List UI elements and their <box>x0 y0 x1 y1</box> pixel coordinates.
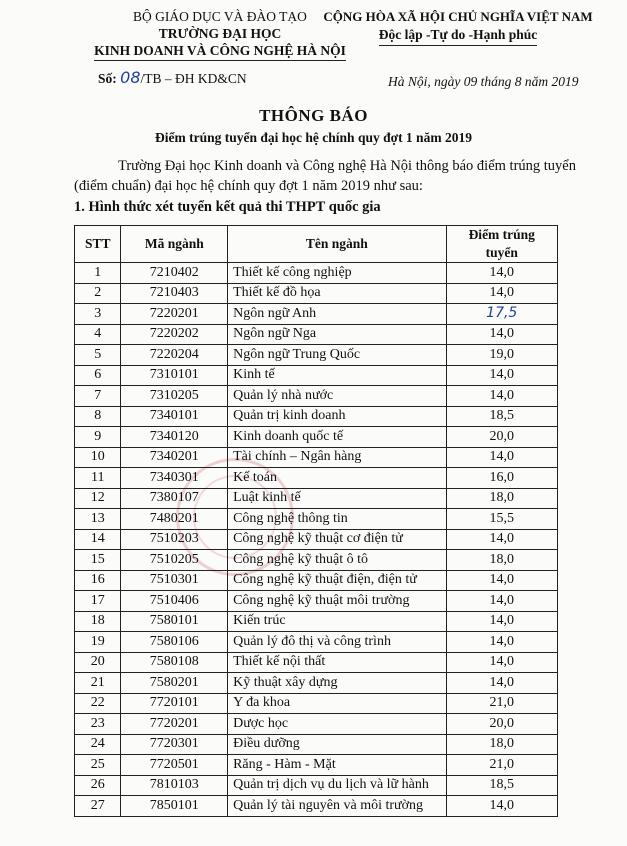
row-major-name: Điều dưỡng <box>228 734 446 755</box>
row-score: 21,0 <box>446 693 558 714</box>
row-major-name: Thiết kế đồ họa <box>228 283 446 304</box>
row-major-name: Công nghệ kỹ thuật môi trường <box>228 591 446 612</box>
row-major-code: 7340201 <box>121 447 228 468</box>
row-major-code: 7580106 <box>121 632 228 653</box>
row-major-name: Thiết kế nội thất <box>228 652 446 673</box>
row-score: 18,0 <box>446 734 558 755</box>
row-stt: 12 <box>75 488 121 509</box>
row-stt: 22 <box>75 693 121 714</box>
issue-date: Hà Nội, ngày 09 tháng 8 năm 2019 <box>388 74 579 89</box>
row-major-name: Quản trị kinh doanh <box>228 406 446 427</box>
row-score <box>446 304 558 325</box>
row-score: 20,0 <box>446 427 558 448</box>
table-row <box>75 365 558 386</box>
row-major-code: 7580201 <box>121 673 228 694</box>
intro-paragraph: Trường Đại học Kinh doanh và Công nghệ Hà Nội thông báo điểm trúng tuyển (điểm chuẩn) đại học hệ chính quy đợt 1 năm 2019 như sau: <box>74 158 576 194</box>
row-stt: 16 <box>75 570 121 591</box>
row-major-code: 7510205 <box>121 550 228 571</box>
row-major-name: Ngôn ngữ Trung Quốc <box>228 345 446 366</box>
table-row <box>75 406 558 427</box>
row-major-code: 7720101 <box>121 693 228 714</box>
ministry-name: BỘ GIÁO DỤC VÀ ĐÀO TẠO <box>133 9 307 24</box>
table-row <box>75 755 558 776</box>
row-stt: 20 <box>75 652 121 673</box>
row-stt: 5 <box>75 345 121 366</box>
row-stt: 23 <box>75 714 121 735</box>
row-stt: 18 <box>75 611 121 632</box>
table-row <box>75 283 558 304</box>
republic-name: CỘNG HÒA XÃ HỘI CHỦ NGHĨA VIỆT NAM <box>323 9 593 24</box>
row-score: 20,0 <box>446 714 558 735</box>
table-row <box>75 591 558 612</box>
row-major-name: Quản lý tài nguyên và môi trường <box>228 796 446 817</box>
table-row <box>75 714 558 735</box>
admission-scores-table <box>74 225 558 817</box>
header-stt: STT <box>75 226 121 263</box>
row-stt: 10 <box>75 447 121 468</box>
row-major-name: Dược học <box>228 714 446 735</box>
row-major-code: 7380107 <box>121 488 228 509</box>
school-name-line2: KINH DOANH VÀ CÔNG NGHỆ HÀ NỘI <box>94 42 346 61</box>
row-major-name: Ngôn ngữ Anh <box>228 304 446 325</box>
row-stt: 9 <box>75 427 121 448</box>
row-major-name: Quản trị dịch vụ du lịch và lữ hành <box>228 775 446 796</box>
document-number <box>98 68 247 87</box>
document-number-suffix: /TB – ĐH KD&CN <box>140 71 247 86</box>
table-row <box>75 263 558 284</box>
row-stt: 25 <box>75 755 121 776</box>
table-row <box>75 632 558 653</box>
row-major-code: 7220204 <box>121 345 228 366</box>
row-score: 14,0 <box>446 673 558 694</box>
row-major-code: 7720201 <box>121 714 228 735</box>
row-major-name: Kỹ thuật xây dựng <box>228 673 446 694</box>
row-score: 18,5 <box>446 406 558 427</box>
school-name-line1: TRƯỜNG ĐẠI HỌC <box>158 26 282 41</box>
row-score: 14,0 <box>446 324 558 345</box>
row-major-name: Thiết kế công nghiệp <box>228 263 446 284</box>
national-motto: Độc lập -Tự do -Hạnh phúc <box>379 26 538 46</box>
table-row <box>75 509 558 530</box>
table-row <box>75 345 558 366</box>
table-row <box>75 304 558 325</box>
row-stt: 8 <box>75 406 121 427</box>
table-row <box>75 447 558 468</box>
row-major-name: Kế toán <box>228 468 446 489</box>
row-major-name: Kiến trúc <box>228 611 446 632</box>
national-header <box>318 8 598 46</box>
row-major-code: 7340120 <box>121 427 228 448</box>
row-score: 19,0 <box>446 345 558 366</box>
row-major-name: Tài chính – Ngân hàng <box>228 447 446 468</box>
document-number-label: Số: <box>98 71 117 86</box>
row-major-code: 7510406 <box>121 591 228 612</box>
header-score: Điểm trúng tuyển <box>446 226 558 263</box>
row-stt: 17 <box>75 591 121 612</box>
row-major-code: 7580108 <box>121 652 228 673</box>
table-row <box>75 734 558 755</box>
table-row <box>75 324 558 345</box>
row-major-code: 7810103 <box>121 775 228 796</box>
row-stt: 27 <box>75 796 121 817</box>
row-major-code: 7310101 <box>121 365 228 386</box>
row-major-name: Y đa khoa <box>228 693 446 714</box>
row-major-code: 7510301 <box>121 570 228 591</box>
row-major-code: 7310205 <box>121 386 228 407</box>
row-major-name: Công nghệ kỹ thuật điện, điện tử <box>228 570 446 591</box>
row-stt: 1 <box>75 263 121 284</box>
table-row <box>75 468 558 489</box>
table-row <box>75 775 558 796</box>
row-score: 15,5 <box>446 509 558 530</box>
row-score: 14,0 <box>446 611 558 632</box>
row-major-code: 7340301 <box>121 468 228 489</box>
row-stt: 4 <box>75 324 121 345</box>
row-score: 16,0 <box>446 468 558 489</box>
row-major-code: 7220201 <box>121 304 228 325</box>
row-major-code: 7850101 <box>121 796 228 817</box>
row-stt: 6 <box>75 365 121 386</box>
row-major-code: 7220202 <box>121 324 228 345</box>
row-stt: 15 <box>75 550 121 571</box>
row-major-name: Công nghệ kỹ thuật cơ điện tử <box>228 529 446 550</box>
row-major-name: Kinh tế <box>228 365 446 386</box>
row-major-name: Răng - Hàm - Mặt <box>228 755 446 776</box>
row-stt: 7 <box>75 386 121 407</box>
table-row <box>75 570 558 591</box>
row-stt: 26 <box>75 775 121 796</box>
header-major-name: Tên ngành <box>228 226 446 263</box>
row-major-name: Quản lý đô thị và công trình <box>228 632 446 653</box>
row-major-name: Quản lý nhà nước <box>228 386 446 407</box>
table-header-row <box>75 226 558 263</box>
section-heading: 1. Hình thức xét tuyển kết quả thi THPT quốc gia <box>74 199 381 215</box>
row-stt: 19 <box>75 632 121 653</box>
row-stt: 14 <box>75 529 121 550</box>
row-score: 14,0 <box>446 263 558 284</box>
row-score: 14,0 <box>446 283 558 304</box>
row-major-code: 7580101 <box>121 611 228 632</box>
row-score: 14,0 <box>446 447 558 468</box>
row-major-code: 7720301 <box>121 734 228 755</box>
row-major-code: 7480201 <box>121 509 228 530</box>
row-score: 14,0 <box>446 652 558 673</box>
table-row <box>75 673 558 694</box>
row-stt: 3 <box>75 304 121 325</box>
row-major-name: Công nghệ thông tin <box>228 509 446 530</box>
row-stt: 13 <box>75 509 121 530</box>
row-major-code: 7340101 <box>121 406 228 427</box>
table-row <box>75 529 558 550</box>
document-subtitle: Điểm trúng tuyển đại học hệ chính quy đợt 1 năm 2019 <box>155 130 472 145</box>
row-score: 14,0 <box>446 365 558 386</box>
row-major-code: 7210402 <box>121 263 228 284</box>
row-score: 14,0 <box>446 570 558 591</box>
table-row <box>75 693 558 714</box>
row-major-name: Luật kinh tế <box>228 488 446 509</box>
row-score: 14,0 <box>446 591 558 612</box>
document-number-handwritten: 08 <box>120 68 141 87</box>
table-row <box>75 488 558 509</box>
table-row <box>75 386 558 407</box>
table-body <box>75 263 558 817</box>
row-stt: 11 <box>75 468 121 489</box>
row-score: 14,0 <box>446 386 558 407</box>
row-stt: 24 <box>75 734 121 755</box>
row-major-name: Ngôn ngữ Nga <box>228 324 446 345</box>
row-major-name: Kinh doanh quốc tế <box>228 427 446 448</box>
row-stt: 2 <box>75 283 121 304</box>
row-score: 18,5 <box>446 775 558 796</box>
row-score: 18,0 <box>446 488 558 509</box>
table-row <box>75 652 558 673</box>
row-score: 18,0 <box>446 550 558 571</box>
row-major-name: Công nghệ kỹ thuật ô tô <box>228 550 446 571</box>
row-score: 21,0 <box>446 755 558 776</box>
row-score: 14,0 <box>446 632 558 653</box>
table-row <box>75 611 558 632</box>
table-row <box>75 796 558 817</box>
table-row <box>75 427 558 448</box>
row-major-code: 7720501 <box>121 755 228 776</box>
row-major-code: 7210403 <box>121 283 228 304</box>
header-major-code: Mã ngành <box>121 226 228 263</box>
row-major-code: 7510203 <box>121 529 228 550</box>
row-score: 14,0 <box>446 796 558 817</box>
row-stt: 21 <box>75 673 121 694</box>
handwritten-score: 17,5 <box>486 305 518 322</box>
row-score: 14,0 <box>446 529 558 550</box>
table-row <box>75 550 558 571</box>
document-title: THÔNG BÁO <box>259 106 368 125</box>
